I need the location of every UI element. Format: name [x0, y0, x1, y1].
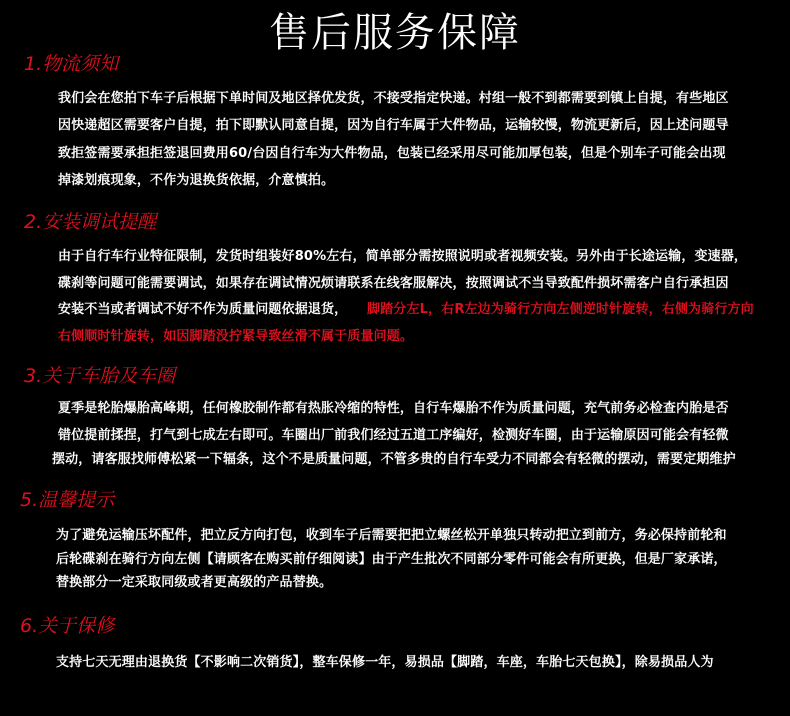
pedal-warning-text: 右侧顺时针旋转，如因脚踏没拧紧导致丝滑不属于质量问题。 [58, 329, 414, 344]
section-line: 后轮碟刹在骑行方向左侧【请顾客在购买前仔细阅读】由于产生批次不同部分零件可能会有所更换，但是厂家承诺， [56, 552, 727, 567]
section-line: 安装不当或者调试不好不作为质量问题依据退货， [58, 302, 348, 317]
section-line: 致拒签需要承担拒签退回费用60/台因自行车为大件物品，包装已经采用尽可能加厚包装，但是个别车子可能会出现 [58, 146, 726, 161]
section-line: 替换部分一定采取同级或者更高级的产品替换。 [56, 575, 333, 590]
section-line: 错位提前揉捏，打气到七成左右即可。车圈出厂前我们经过五道工序编好，检测好车圈，由于运输原因可能会有轻微 [58, 428, 729, 443]
section-heading-installation: 2.安装调试提醒 [24, 211, 157, 233]
section-heading-warranty: 6.关于保修 [20, 615, 115, 637]
section-line: 我们会在您拍下车子后根据下单时间及地区择优发货，不接受指定快递。村组一般不到都需要到镇上自提，有些地区 [58, 91, 729, 106]
section-heading-tires: 3.关于车胎及车圈 [24, 365, 176, 387]
section-line: 因快递超区需要客户自提，拍下即默认同意自提，因为自行车属于大件物品，运输较慢，物流更新后，因上述问题导 [58, 118, 729, 133]
section-line: 碟刹等问题可能需要调试，如果存在调试情况烦请联系在线客服解决，按照调试不当导致配件损坏需客户自行承担因 [58, 276, 729, 291]
section-line: 支持七天无理由退换货【不影响二次销货】，整车保修一年，易损品【脚踏，车座，车胎七天包换】，除易损品人为 [56, 655, 714, 670]
section-heading-logistics: 1.物流须知 [24, 53, 119, 75]
section-line: 由于自行车行业特征限制，发货时组装好80%左右，简单部分需按照说明或者视频安装。另外由于长途运输，变速器， [58, 249, 748, 264]
section-line: 掉漆划痕现象，不作为退换货依据，介意慎拍。 [58, 173, 335, 188]
section-line: 夏季是轮胎爆胎高峰期，任何橡胶制作都有热胀冷缩的特性，自行车爆胎不作为质量问题，充气前务必检查内胎是否 [58, 401, 729, 416]
section-line: 摆动，请客服找师傅松紧一下辐条，这个不是质量问题，不管多贵的自行车受力不同都会有轻微的摆动，需要定期维护 [52, 452, 736, 467]
section-heading-tips: 5.温馨提示 [20, 489, 115, 511]
page-title: 售后服务保障 [269, 10, 521, 56]
pedal-warning-text: 脚踏分左L，右R左边为骑行方向左侧逆时针旋转，右侧为骑行方向 [367, 302, 754, 317]
section-line: 为了避免运输压坏配件，把立反方向打包，收到车子后需要把把立螺丝松开单独只转动把立到前方，务必保持前轮和 [56, 528, 727, 543]
